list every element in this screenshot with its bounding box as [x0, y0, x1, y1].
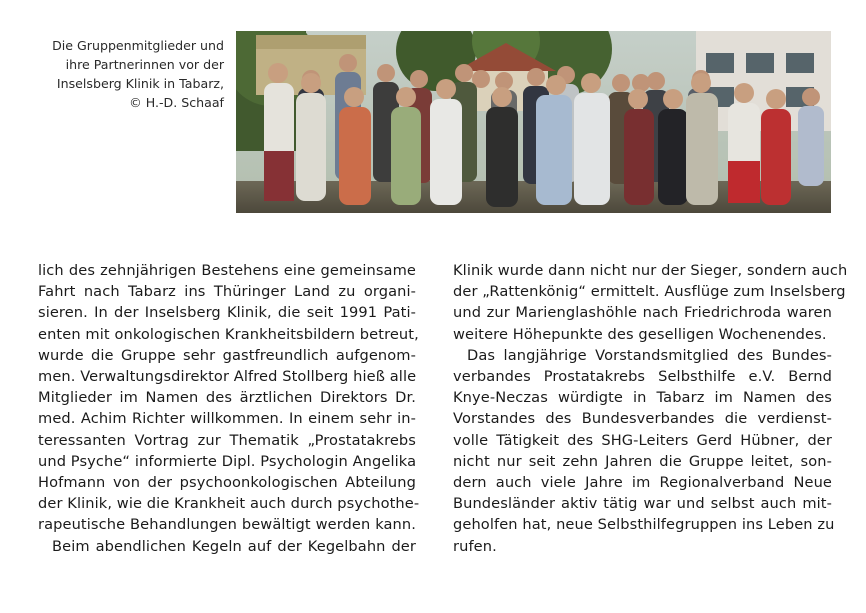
paragraph-line: Knye-Neczas würdigte in Tabarz im Namen des [453, 389, 832, 407]
paragraph-line: rapeutische Behandlungen bewältigt werden kann. [38, 516, 416, 534]
caption-line: Die Gruppenmitglieder und [52, 38, 224, 53]
caption-line: Inselsberg Klinik in Tabarz, [56, 76, 224, 91]
paragraph-line: Klinik wurde dann nicht nur der Sieger, sondern auch [453, 262, 848, 279]
paragraph-line: und zur Marienglashöhle nach Friedrichroda waren [453, 304, 832, 322]
paragraph-line: dern auch viele Jahre im Regionalverband Neue [453, 474, 832, 492]
caption-credit: © H.-D. Schaaf [129, 95, 224, 110]
paragraph-line: nicht nur seit zehn Jahren die Gruppe leitet, son- [453, 452, 832, 470]
paragraph-line: Fahrt nach Tabarz ins Thüringer Land zu organi- [38, 283, 416, 301]
article-column-right [453, 260, 848, 557]
paragraph-line: verbandes Prostatakrebs Selbsthilfe e.V. Bernd [453, 368, 832, 386]
paragraph-line: Das langjährige Vorstandsmitglied des Bundes- [467, 346, 832, 364]
article-column-left [38, 260, 420, 557]
group-photo [236, 31, 831, 213]
paragraph-line: Vorstandes des Bundesverbandes die verdienst- [453, 410, 832, 428]
paragraph-line: teressanten Vortrag zur Thematik „Prostatakrebs [38, 431, 416, 449]
paragraph-line: Beim abendlichen Kegeln auf der Kegelbahn der [52, 537, 416, 555]
paragraph-line: wurde die Gruppe sehr gastfreundlich aufgenom- [38, 346, 416, 364]
paragraph-line: der „Rattenkönig“ ermittelt. Ausflüge zum Inselsberg [453, 283, 846, 301]
paragraph-line: Bundesländer aktiv tätig war und selbst auch mit- [453, 495, 832, 513]
paragraph-line: rufen. [453, 537, 497, 555]
paragraph-line: geholfen hat, neue Selbsthilfegruppen ins Leben zu [453, 516, 835, 534]
paragraph-line: men. Verwaltungsdirektor Alfred Stollberg hieß alle [38, 368, 417, 386]
paragraph-line: lich des zehnjährigen Bestehens eine gemeinsame [38, 262, 416, 279]
paragraph-line: volle Tätigkeit des SHG-Leiters Gerd Hübner, der [453, 431, 832, 449]
paragraph-line: weitere Höhepunkte des geselligen Wochenendes. [453, 325, 827, 343]
group-photo-illustration [236, 31, 831, 213]
paragraph-line: Hofmann von der psychoonkologischen Abteilung [38, 474, 416, 492]
paragraph-line: med. Achim Richter willkommen. In einem sehr in- [38, 410, 416, 428]
paragraph-line: der Klinik, wie die Krankheit auch durch psychothe- [38, 495, 420, 513]
paragraph-line: enten mit onkologischen Krankheitsbildern betreut, [38, 325, 419, 343]
paragraph-line: Mitglieder im Namen des ärztlichen Direktors Dr. [38, 389, 416, 407]
paragraph-line: und Psyche“ informierte Dipl. Psychologin Angelika [38, 452, 417, 470]
paragraph-line: sieren. In der Inselsberg Klinik, die seit 1991 Pati- [38, 304, 416, 322]
caption-line: ihre Partnerinnen vor der [65, 57, 224, 72]
photo-caption [22, 36, 224, 112]
